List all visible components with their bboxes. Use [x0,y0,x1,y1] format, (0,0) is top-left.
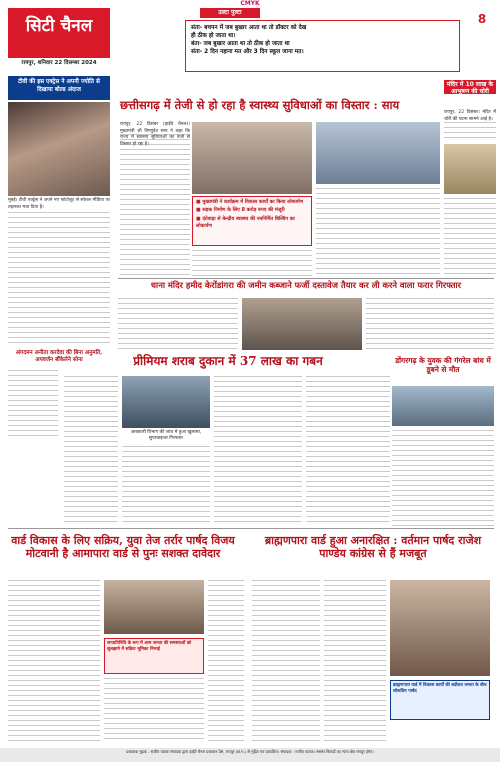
left-story-text: मुंबई। टीवी एक्ट्रेस ने अपने नए फोटोशूट से सोशल मीडिया पर तहलका मचा दिया है। [8,198,110,210]
liquor-shop-headline: प्रीमियम शराब दुकान में 37 लाख का गबन [133,354,323,368]
masthead [8,8,110,58]
main-story-highlights [192,196,312,246]
ceremony-photo [316,122,440,184]
arrest-photo [242,298,362,350]
main-story-col-2 [192,250,312,276]
dongargarh-headline: डोंगरगढ़ के युवक की गंगरेल बांध में डूबने से मौत [395,356,491,375]
highlight-item: ■ मुख्यमंत्री ने कार्यक्रम में विकास कार्यों का किया लोकार्पण [196,199,308,206]
ward-highlight-text: जनप्रतिनिधि के रूप में आम जनता की समस्याओं को सुलझाने में सक्रिय भूमिका निभाई [107,641,192,653]
ulta-pulta-box [185,20,460,72]
brahmanpara-col-1 [252,580,320,742]
councillor-photo [390,580,490,676]
actress-photo [8,102,110,196]
brahmanpara-highlight-text: ब्राह्मणपारा वार्ड में विकास कार्यों की बदौलत जनता के बीच लोकप्रिय पार्षद [393,683,487,695]
land-fraud-col-2 [366,298,494,350]
temple-text: रायपुर, 22 दिसंबर। मंदिर में चोरी की घटना सामने आई है। [444,110,496,122]
left-story-subhead: अंगदमन अनीता करदेवा की बिना अनुमति, अपवर्जन बौंकेलेने सोना [15,350,103,363]
land-fraud-headline: धाना मंदिर हमीद केरोंडांगरा की जमीन कब्जाने फर्जी दस्तावेज तैयार कर ली करने वाला फरार गिरफ्तार [150,280,462,290]
left-story-body-lines [8,212,110,346]
joke-line: संता- 2 दिन नहाना मत और 3 दिन स्कूल जाना मत। [191,49,304,56]
left-story-headline: टीवी की इस एक्ट्रेस ने अपनी ज्योति से दिखाया बोल्ड अंदाज [8,76,110,100]
ward-story-col-2 [104,678,204,742]
ward-story-col-3 [208,580,244,742]
highlight-item: ■ दंतेवाड़ा से केन्द्रीय स्वास्थ्य की नवनिर्मित बिल्डिंग का लोकार्पण [196,216,308,231]
temple-lines-2 [444,198,496,276]
liquor-col-4 [306,376,390,526]
liquor-shop-photo [122,376,210,428]
liquor-col-2 [122,446,210,526]
liquor-photo-caption: आबकारी विभाग की जांच में हुआ खुलासा, सुपरवाइजर गिरफ्तार [130,430,202,441]
brahmanpara-headline: ब्राह्मणपारा वार्ड हुआ अनारक्षित : वर्तमान पार्षद राजेश पाण्डेय कांग्रेस से हैं मजबूत [264,534,482,561]
left-body-lines-2 [8,370,58,440]
highlight-item: ■ सड़क निर्माण के लिए 8 करोड़ रुपए की मंजूरी [196,207,308,214]
temple-headline: मंदिर में 10 लाख के आभूषण की चोरी [444,80,496,94]
event-photo [192,122,312,194]
dateline: रायपुर, शनिवार 22 दिसम्बर 2024 [21,60,97,66]
joke-line: ही ठीक हो जाता था। [191,33,236,40]
joke-line: संता- बचपन में जब बुखार आता था तो डॉक्टर को देख [191,25,307,31]
candidate-photo [104,580,204,634]
main-story-headline: छत्तीसगढ़ में तेजी से हो रहा है स्वास्थ्य सुविधाओं का विस्तार : साय [120,98,400,112]
imprint-footer: प्रकाशक मुद्रक - राजीव पाठक संपादक द्वारा हाईवे चैनल प्रकाशन प्रेस, रायपुर (छ.ग.) से मुद्रित एवं प्रकाशित। संपादक : राजीव पाठक। समस्त विवादों का न्याय क्षेत्र रायपुर होगा। [0,748,500,762]
brahmanpara-highlight-box [390,680,490,720]
brahmanpara-col-2 [324,580,386,742]
temple-lines [444,122,496,142]
main-story-col-3 [316,188,440,276]
temple-photo [444,144,496,194]
ward-candidate-headline: वार्ड विकास के लिए सक्रिय, युवा तेज तर्रार पार्षद विजय मोटवानी है आमापारा वार्ड से पुनः सशक्त दावेदार [11,534,235,561]
main-story-intro: रायपुर, 22 दिसंबर (हाईवे चैनल)। मुख्यमंत्री श्री विष्णुदेव साय ने कहा कि राज्य में स्वास्थ्य सुविधाओं का तेजी से विस्तार हो रहा है। [120,122,190,147]
divider [8,528,494,529]
ward-story-col-1 [8,580,100,742]
divider [118,278,494,279]
liquor-col-1 [64,376,118,526]
page-number: 8 [477,12,487,26]
drowning-photo [392,386,494,426]
ulta-pulta-tag: उल्टा पुल्टा [200,8,260,18]
liquor-col-3 [214,376,302,526]
color-registration-strip: CMYK [240,0,260,7]
main-story-col-1 [120,134,190,276]
land-fraud-col-1 [118,298,238,350]
masthead-title: सिटी चैनल [25,16,93,36]
ward-highlight-box [104,638,204,674]
joke-line: बंता- जब बुखार आता था तो ठीक हो जाता था [191,41,290,48]
dongargarh-text-lines [392,430,494,526]
